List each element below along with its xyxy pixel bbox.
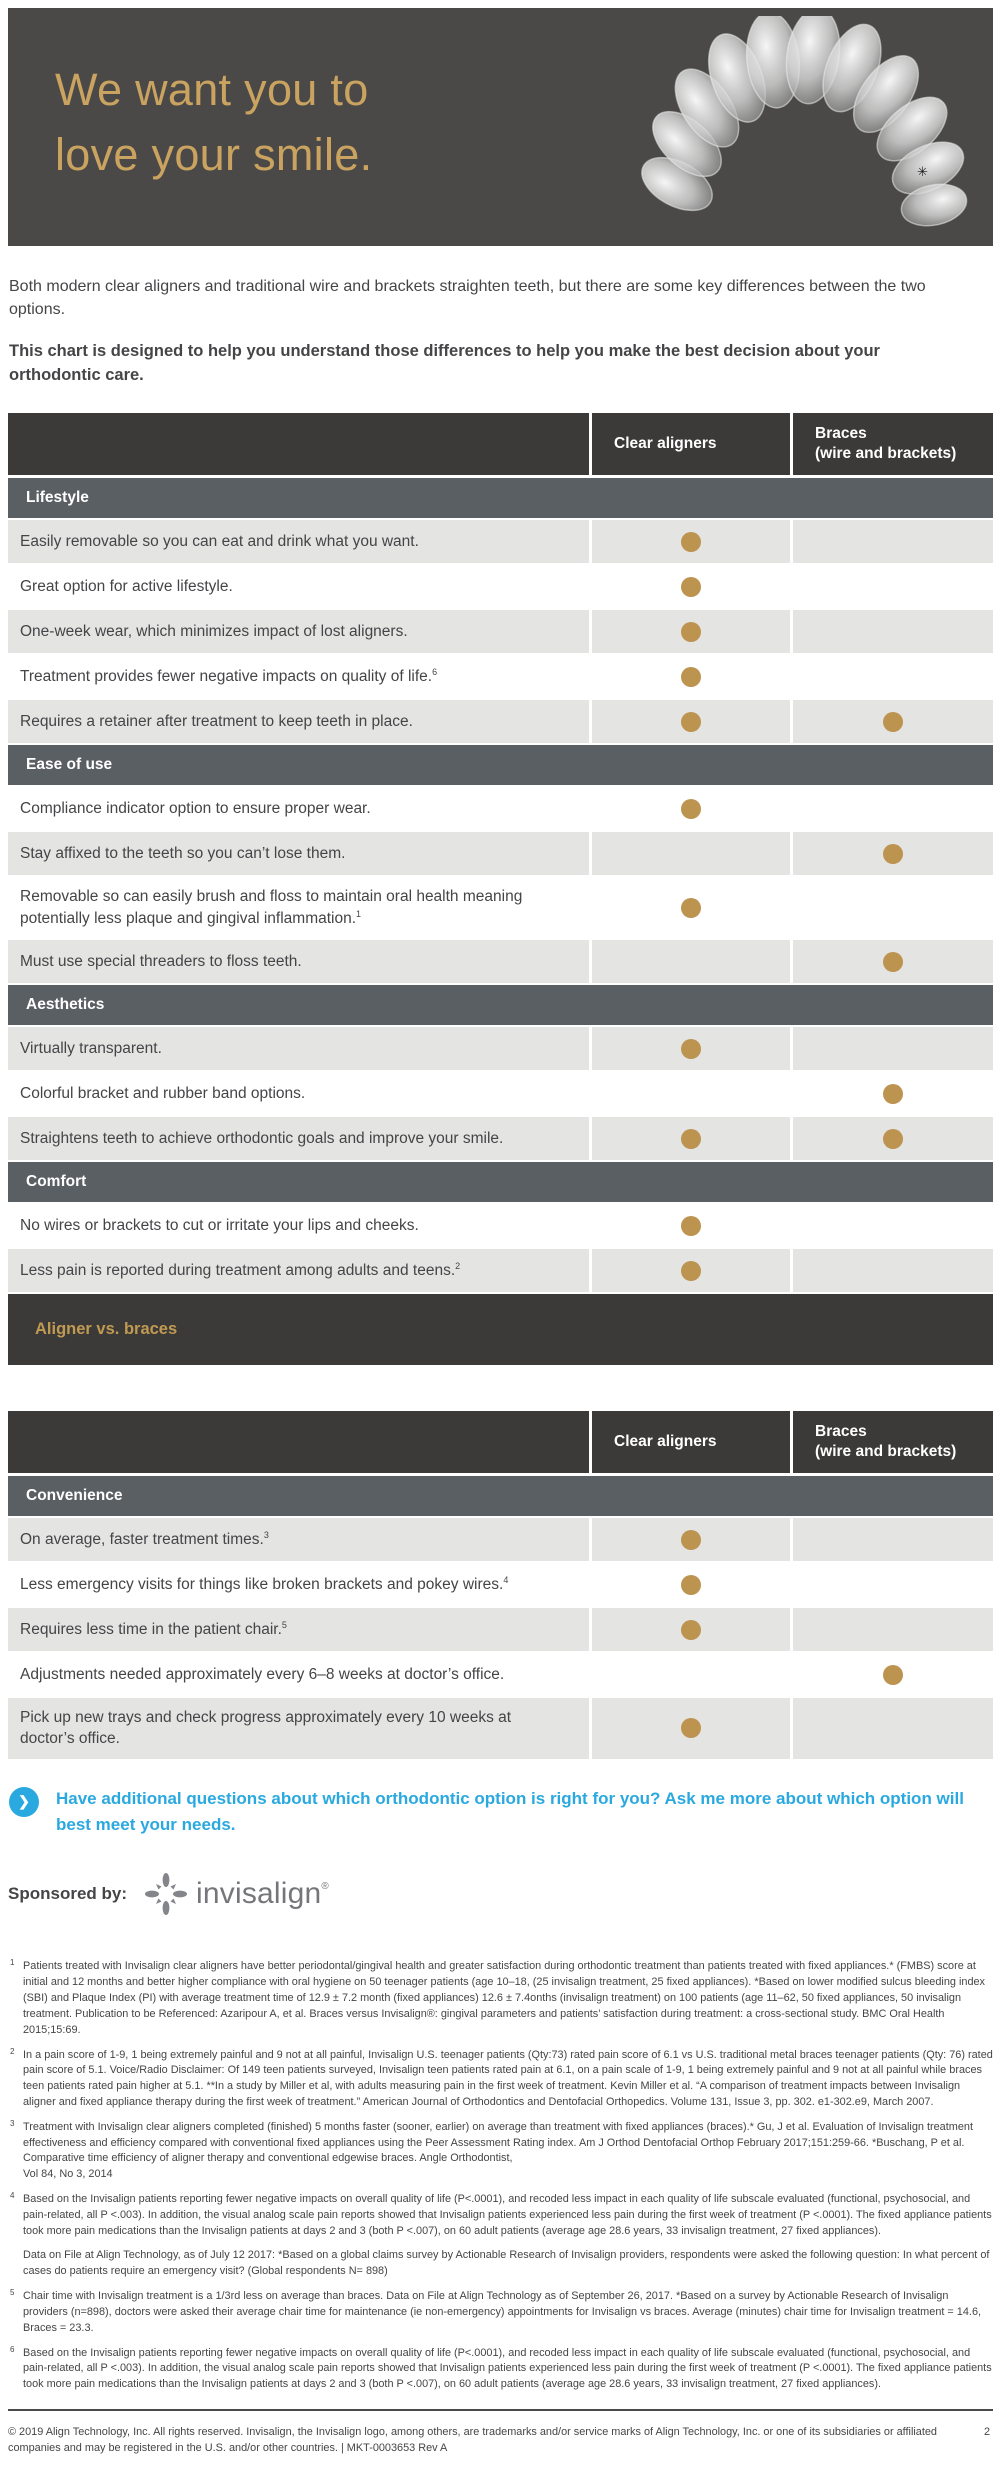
row-description: Adjustments needed approximately every 6–8 weeks at doctor’s office.: [8, 1653, 589, 1696]
footnote-reference: 6: [432, 666, 438, 677]
table-row: [8, 877, 993, 938]
footnote-number: 4: [10, 2191, 15, 2201]
table-header: [8, 1411, 993, 1473]
dot-indicator-icon: [681, 1620, 701, 1640]
footnote-5: [8, 2289, 993, 2336]
footnote-reference: 3: [263, 1529, 269, 1540]
braces-cell: [793, 1027, 993, 1070]
braces-cell: [793, 1249, 993, 1292]
clear-aligners-cell: [592, 1072, 790, 1115]
table-header: [8, 413, 993, 475]
hero-title: We want you to love your smile.: [55, 64, 373, 180]
row-description: No wires or brackets to cut or irritate your lips and cheeks.: [8, 1204, 589, 1247]
column-header-clear-aligners: Clear aligners: [592, 1411, 790, 1473]
table-row: [8, 655, 993, 698]
section-header-lifestyle: Lifestyle: [8, 478, 993, 518]
aligner-vs-braces-label: Aligner vs. braces: [35, 1320, 178, 1339]
table-row: [8, 940, 993, 983]
dot-indicator-icon: [681, 712, 701, 732]
row-description: Pick up new trays and check progress approximately every 10 weeks at doctor’s office.: [8, 1698, 589, 1759]
braces-cell: [793, 610, 993, 653]
row-description: Easily removable so you can eat and drink what you want.: [8, 520, 589, 563]
braces-cell: [793, 1698, 993, 1759]
clear-aligners-cell: [592, 787, 790, 830]
footnote-6: [8, 2346, 993, 2393]
footnote-number: 5: [10, 2288, 15, 2298]
clear-aligners-cell: [592, 655, 790, 698]
clear-aligners-cell: [592, 1027, 790, 1070]
table-row: [8, 1249, 993, 1292]
footnote-reference: 5: [281, 1619, 287, 1630]
column-header-braces: Braces (wire and brackets): [793, 413, 993, 475]
table-header-blank-cell: [8, 1411, 589, 1473]
row-description: Straightens teeth to achieve orthodontic goals and improve your smile.: [8, 1117, 589, 1160]
table-row: [8, 1072, 993, 1115]
section-header-convenience: Convenience: [8, 1476, 993, 1516]
braces-cell: [793, 832, 993, 875]
table-row: [8, 1698, 993, 1759]
clear-aligners-cell: [592, 877, 790, 938]
table-body: [8, 1476, 993, 1759]
footnote-text: Based on the Invisalign patients reporting fewer negative impacts on overall quality of life (P<.0001), and recoded less impact in each quality of life subscale evaluated (functional, psychosocial, and pain-related, all P <.003). In addition, the visual analog scale pain reports showed that Invisalign patients experienced less pain during the first week of treatment (P <.0001). The fixed appliance patients took more pain medications than the Invisalign patients at days 2 and 3 (both P <.007), on 60 adult patients (average age 28.6 years, 33 invisalign treatment, 27 fixed appliances).: [23, 2193, 992, 2237]
dot-indicator-icon: [883, 844, 903, 864]
footnote-3: [8, 2120, 993, 2183]
row-description: Compliance indicator option to ensure proper wear.: [8, 787, 589, 830]
braces-cell: [793, 877, 993, 938]
footnotes: [8, 1959, 993, 2393]
dot-indicator-icon: [681, 898, 701, 918]
clear-aligners-cell: [592, 1698, 790, 1759]
footnote-reference: 1: [356, 908, 362, 919]
dot-indicator-icon: [681, 532, 701, 552]
braces-cell: [793, 1563, 993, 1606]
table-row: [8, 832, 993, 875]
table-row: [8, 1608, 993, 1651]
clear-aligners-cell: [592, 1249, 790, 1292]
clear-aligners-cell: [592, 1608, 790, 1651]
braces-cell: [793, 1204, 993, 1247]
row-description: Must use special threaders to floss teeth.: [8, 940, 589, 983]
dot-indicator-icon: [681, 667, 701, 687]
invisalign-starburst-icon: [143, 1871, 189, 1917]
comparison-table-2: [8, 1411, 993, 1759]
questions-callout-text: Have additional questions about which orthodontic option is right for you? Ask me more about which option will best meet your needs.: [56, 1788, 964, 1835]
braces-cell: [793, 565, 993, 608]
row-description: Removable so can easily brush and floss to maintain oral health meaning potentially less plaque and gingival inflammation.$^1$: [8, 877, 589, 938]
footnote-1: [8, 1959, 993, 2038]
table-header-blank-cell: [8, 413, 589, 475]
table-row: [8, 1653, 993, 1696]
table-row: [8, 1027, 993, 1070]
row-description: Requires a retainer after treatment to keep teeth in place.: [8, 700, 589, 743]
footer-legal-text: © 2019 Align Technology, Inc. All rights reserved. Invisalign, the Invisalign logo, among others, are trademarks and/or service marks of Align Technology, Inc. or one of its subsidiaries or affiliated companies and may be registered in the U.S. and/or other countries. | MKT-0003653 Rev A: [8, 2425, 937, 2455]
footnote-text: In a pain score of 1-9, 1 being extremely painful and 9 not at all painful, Invisalign U.S. teenager patients (Qty:73) rated pain score of 6.1 vs U.S. traditional metal braces teenager patients (Qty: 76) rated pain score of 5.1. Voice/Radio Disclaimer: Of 149 teen patients surveyed, Invisalign teen patients rated pain at 6.1, on a pain scale of 1-9, 1 being extremely painful and 9 not at all painful while braces teen patients rated pain higher at 5.1. **In a study by Miller et al, with adults measuring pain in the first week of treatment. Kevin Miller et al. “A comparison of treatment impacts between Invisalign aligner and fixed appliance therapy during the first week of treatment.” American Journal of Orthodontics and Dentofacial Orthopedics. Volume 131, Issue 3, pp. 302. e1-302.e9, March 2007.: [23, 2048, 993, 2108]
dot-indicator-icon: [681, 1216, 701, 1236]
section-header-comfort: Comfort: [8, 1162, 993, 1202]
column-header-braces: Braces (wire and brackets): [793, 1411, 993, 1473]
clear-aligner-image: [625, 16, 975, 238]
table-body: [8, 478, 993, 1292]
intro-paragraph: Both modern clear aligners and traditional wire and brackets straighten teeth, but there are some key differences between the two options.: [9, 278, 926, 318]
dot-indicator-icon: [681, 1261, 701, 1281]
clear-aligners-cell: [592, 1117, 790, 1160]
clear-aligners-cell: [592, 1204, 790, 1247]
row-description: Less pain is reported during treatment among adults and teens.$^2$: [8, 1249, 589, 1292]
dot-indicator-icon: [883, 1084, 903, 1104]
braces-cell: [793, 700, 993, 743]
footnote-reference: 2: [455, 1260, 461, 1271]
questions-callout: [8, 1786, 993, 1839]
braces-cell: [793, 1072, 993, 1115]
dot-indicator-icon: [681, 577, 701, 597]
dot-indicator-icon: [681, 1718, 701, 1738]
table-row: [8, 520, 993, 563]
clear-aligners-cell: [592, 1653, 790, 1696]
dot-indicator-icon: [883, 952, 903, 972]
row-description: Treatment provides fewer negative impacts on quality of life.$^6$: [8, 655, 589, 698]
clear-aligners-cell: [592, 1518, 790, 1561]
footnote-text: Treatment with Invisalign clear aligners completed (finished) 5 months faster (sooner, earlier) on average than treatment with fixed appliances (braces).* Gu, J et al. Evaluation of Invisalign treatment effectiveness and efficiency compared with conventional fixed appliances using the Peer Assessment Rating index. Am J Orthod Dentofacial Orthop February 2017;151:259-66. *Buschang, P et al. Comparative time efficiency of aligner therapy and conventional edgewise braces. Angle Orthodontist, Vol 84, No 3, 2014: [23, 2120, 973, 2181]
footnote-reference: 4: [503, 1574, 509, 1585]
table-row: [8, 1518, 993, 1561]
aligner-vs-braces-banner: [8, 1294, 993, 1365]
footnote-text: Patients treated with Invisalign clear aligners have better periodontal/gingival health and greater satisfaction during orthodontic treatment than patients treated with fixed appliances.* (FMBS) score at initial and 12 months and better higher compliance with oral hygiene on 50 teenager patients (age 10–18, (25 invisalign treatment, 25 fixed appliances). *Based on lower modified sulcus bleeding index (SBI) and Plaque Index (PI) with average treatment time of 12.9 ± 7.2 month (fixed appliances) 12.6 ± 7.4onths (invisalign treatment) on 100 patients (age 11–62, 50 fixed appliances, 50 invisalign treatment. Publication to be Referenced: Azaripour A, et al. Braces versus Invisalign®: gingival parameters and patients’ satisfaction during treatment: a cross-sectional study. BMC Oral Health 2015;15:69.: [23, 1960, 986, 2036]
braces-cell: [793, 787, 993, 830]
table-row: [8, 1117, 993, 1160]
table-row: [8, 700, 993, 743]
dot-indicator-icon: [883, 1129, 903, 1149]
footnote-number: 6: [10, 2344, 15, 2354]
footnote-text: Based on the Invisalign patients reporting fewer negative impacts on overall quality of life (P<.0001), and recoded less impact in each quality of life subscale evaluated (functional, psychosocial, and pain-related, all P <.003). In addition, the visual analog scale pain reports showed that Invisalign patients experienced less pain during the first week of treatment (P <.0001). The fixed appliance patients took more pain medications than the Invisalign patients at days 2 and 3 (both P <.007), on 60 adult patients (average age 28.6 years, 33 invisalign treatment, 27 fixed appliances).: [23, 2346, 992, 2391]
sponsored-by-label: Sponsored by:: [8, 1884, 128, 1904]
footnote-text: Data on File at Align Technology, as of July 12 2017: *Based on a global claims survey by Actionable Research of Invisalign providers, respondents were asked the following question: In what percent of cases do patients require an emergency visit? (Global respondents N= 898): [23, 2249, 990, 2278]
braces-cell: [793, 940, 993, 983]
invisalign-logo: [143, 1871, 329, 1917]
dot-indicator-icon: [883, 712, 903, 732]
dot-indicator-icon: [681, 1575, 701, 1595]
footnote-2: [8, 2048, 993, 2111]
footnote-number: 2: [10, 2046, 15, 2056]
section-header-ease-of-use: Ease of use: [8, 745, 993, 785]
braces-cell: [793, 1608, 993, 1651]
braces-cell: [793, 1653, 993, 1696]
page-footer: [8, 2411, 993, 2477]
page-number: 2: [983, 2425, 990, 2438]
braces-cell: [793, 520, 993, 563]
dot-indicator-icon: [681, 1039, 701, 1059]
clear-aligners-cell: [592, 1563, 790, 1606]
hero-banner: [8, 8, 993, 246]
clear-aligners-cell: [592, 700, 790, 743]
row-description: Great option for active lifestyle.: [8, 565, 589, 608]
footnote-number: 3: [10, 2118, 15, 2128]
row-description: Requires less time in the patient chair.$^5$: [8, 1608, 589, 1651]
row-description: Colorful bracket and rubber band options.: [8, 1072, 589, 1115]
dot-indicator-icon: [681, 1530, 701, 1550]
compliance-indicator-mark: ✳: [917, 164, 928, 179]
chevron-right-circle-icon: ❯: [9, 1787, 39, 1817]
row-description: Less emergency visits for things like broken brackets and pokey wires.$^4$: [8, 1563, 589, 1606]
braces-cell: [793, 655, 993, 698]
clear-aligners-cell: [592, 565, 790, 608]
table-row: [8, 1204, 993, 1247]
column-header-clear-aligners: Clear aligners: [592, 413, 790, 475]
table-row: [8, 610, 993, 653]
section-header-aesthetics: Aesthetics: [8, 985, 993, 1025]
dot-indicator-icon: [883, 1665, 903, 1685]
table-row: [8, 1563, 993, 1606]
sponsor-row: [8, 1871, 993, 1917]
invisalign-wordmark: invisalign®: [196, 1877, 329, 1911]
row-description: One-week wear, which minimizes impact of lost aligners.: [8, 610, 589, 653]
dot-indicator-icon: [681, 622, 701, 642]
braces-cell: [793, 1117, 993, 1160]
dot-indicator-icon: [681, 1129, 701, 1149]
footnote-number: 1: [10, 1958, 15, 1968]
row-description: Stay affixed to the teeth so you can’t lose them.: [8, 832, 589, 875]
braces-cell: [793, 1518, 993, 1561]
clear-aligners-cell: [592, 940, 790, 983]
table-row: [8, 787, 993, 830]
row-description: Virtually transparent.: [8, 1027, 589, 1070]
footnote-4: [8, 2192, 993, 2280]
clear-aligners-cell: [592, 520, 790, 563]
row-description: On average, faster treatment times.$^3$: [8, 1518, 589, 1561]
footnote-text: Chair time with Invisalign treatment is a 1/3rd less on average than braces. Data on File at Align Technology as of September 26, 2017. *Based on a survey by Actionable Research of Invisalign providers (n=898), doctors were asked their average chair time for maintenance (ie non-emergency) appointments for Invisalign vs braces. Average (minutes) chair time for Invisalign treatment = 14.6, Braces = 23.3.: [23, 2290, 982, 2334]
clear-aligners-cell: [592, 610, 790, 653]
dot-indicator-icon: [681, 799, 701, 819]
intro-paragraph-bold: This chart is designed to help you understand those differences to help you make the best decision about your orthodontic care.: [9, 342, 880, 384]
comparison-table-1: [8, 413, 993, 1292]
table-row: [8, 565, 993, 608]
clear-aligners-cell: [592, 832, 790, 875]
